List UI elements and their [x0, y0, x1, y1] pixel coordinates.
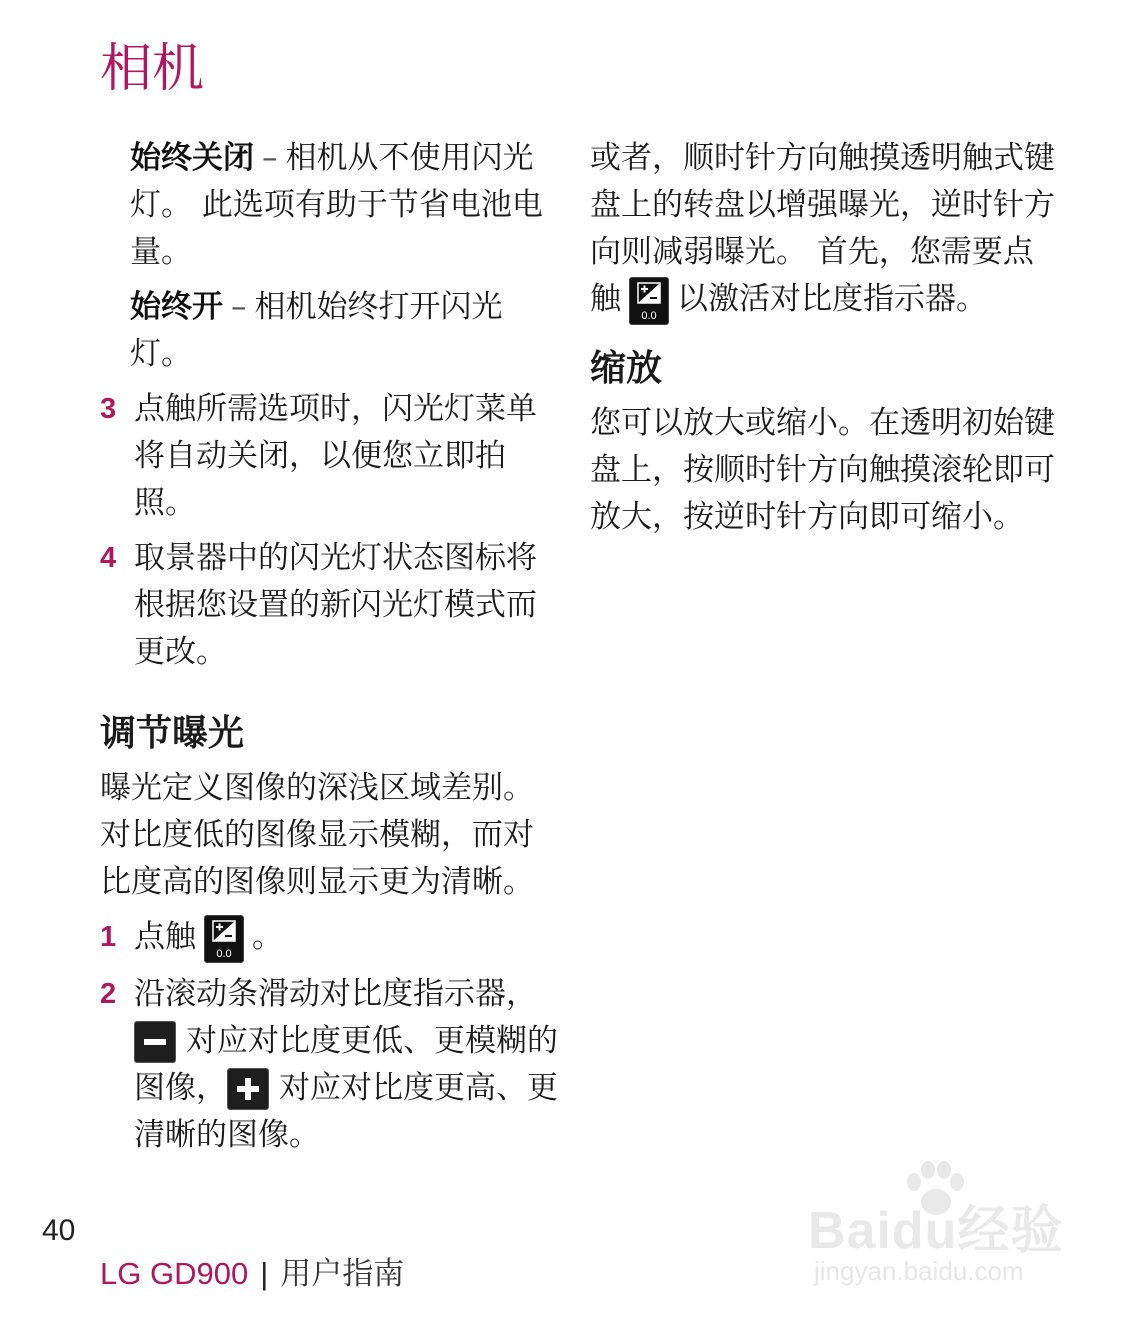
definition-term: 始终开 — [130, 289, 223, 325]
exposure-icon — [629, 277, 669, 325]
exposure-step-2 — [100, 971, 560, 1159]
footer-separator: | — [260, 1256, 269, 1291]
definition-always-off — [100, 135, 560, 276]
definition-text: 相机始终打开闪光灯。 — [130, 289, 503, 372]
step-number: 3 — [100, 393, 117, 425]
step-text — [134, 914, 560, 963]
definition-term: 始终关闭 — [130, 140, 254, 176]
step-text — [134, 971, 560, 1159]
right-column — [590, 135, 1060, 541]
step-text: 取景器中的闪光灯状态图标将根据您设置的新闪光灯模式而更改。 — [134, 540, 537, 670]
paragraph-text: 或者，顺时针方向触摸透明触式键盘上的转盘以增强曝光，逆时针方向则减弱曝光。 首先，您需要点触 — [590, 140, 1055, 317]
definition-text: 相机从不使用闪光灯。 此选项有助于节省电池电量。 — [130, 140, 543, 270]
page-title: 相机 — [100, 39, 205, 99]
exposure-icon — [204, 915, 244, 963]
zoom-paragraph: 您可以放大或缩小。在透明初始键盘上，按顺时针方向触摸滚轮即可放大，按逆时针方向即可缩小。 — [590, 404, 1055, 535]
exposure-step-1 — [100, 914, 560, 963]
definition-always-on — [100, 284, 560, 378]
definition-dash: – — [262, 140, 278, 176]
step-text-after: 。 — [252, 919, 283, 956]
footer-guide: 用户指南 — [280, 1256, 405, 1291]
definition-dash: – — [231, 289, 247, 325]
section-heading-zoom: 缩放 — [590, 347, 663, 389]
exposure-intro: 曝光定义图像的深浅区域差别。对比度低的图像显示模糊，而对比度高的图像则显示更为清晰。 — [100, 770, 534, 901]
left-column — [100, 135, 560, 1159]
exposure-value: 0.0 — [641, 309, 657, 322]
paragraph-text-after: 以激活对比度指示器。 — [677, 281, 987, 317]
exposure-dial-paragraph — [590, 135, 1060, 325]
step-number: 2 — [100, 977, 117, 1010]
exposure-value: 0.0 — [216, 947, 232, 960]
section-heading-exposure: 调节曝光 — [100, 713, 245, 754]
watermark-url: jingyan.baidu.com — [814, 1256, 1024, 1286]
plus-description: 对应对比度更高、更清晰的图像。 — [134, 1069, 558, 1153]
footer — [100, 1248, 404, 1293]
page-number: 40 — [42, 1214, 76, 1247]
step-text-before: 点触 — [134, 919, 196, 956]
plus-icon — [227, 1068, 269, 1110]
footer-model: LG GD900 — [100, 1256, 249, 1291]
step-line1: 沿滚动条滑动对比度指示器， — [134, 975, 537, 1012]
step-3 — [100, 386, 560, 527]
step-4 — [100, 535, 560, 676]
watermark — [808, 1160, 1078, 1290]
step-text: 点触所需选项时，闪光灯菜单将自动关闭，以便您立即拍照。 — [134, 391, 537, 521]
watermark-logo: Baidu经验 — [808, 1202, 1064, 1260]
minus-description: 对应对比度更低、更模糊的图像， — [134, 1022, 558, 1106]
step-number: 1 — [100, 921, 117, 954]
step-number: 4 — [100, 542, 117, 574]
minus-icon — [134, 1021, 176, 1063]
